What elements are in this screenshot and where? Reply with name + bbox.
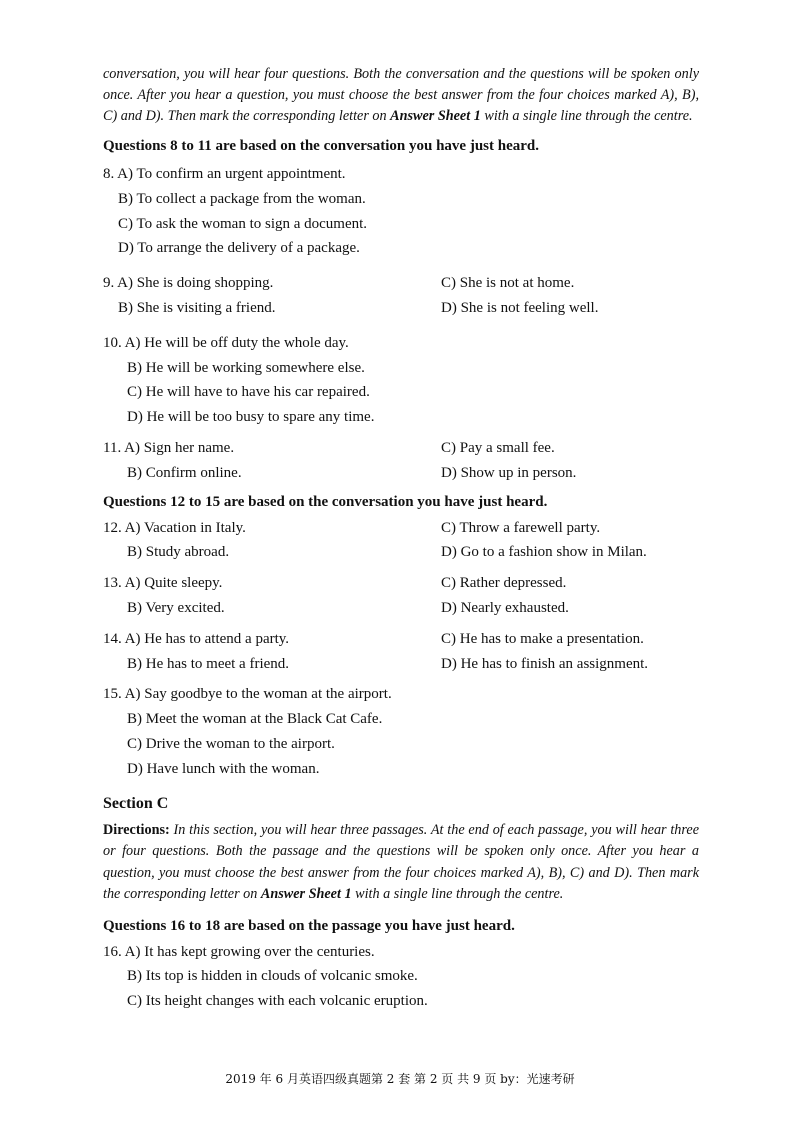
option-9d: D) She is not feeling well. bbox=[441, 299, 599, 316]
option-12b: B) Study abroad. bbox=[127, 544, 230, 561]
option-15c: C) Drive the woman to the airport. bbox=[127, 735, 335, 752]
option-14d: D) He has to finish an assignment. bbox=[441, 655, 649, 672]
option-12d: D) Go to a fashion show in Milan. bbox=[441, 544, 647, 561]
group-heading-12-15: Questions 12 to 15 are based on the conversation you have just heard. bbox=[103, 493, 548, 510]
question-12 bbox=[103, 516, 699, 566]
option-16b: B) Its top is hidden in clouds of volcanic smoke. bbox=[127, 968, 418, 985]
option-12a: 12. A) Vacation in Italy. bbox=[103, 519, 246, 536]
question-10 bbox=[103, 331, 699, 430]
option-11a: 11. A) Sign her name. bbox=[103, 439, 235, 456]
option-12c: C) Throw a farewell party. bbox=[441, 519, 601, 536]
section-c-title: Section C bbox=[103, 794, 169, 812]
option-14a: 14. A) He has to attend a party. bbox=[103, 630, 290, 647]
answer-sheet-ref-c: Answer Sheet 1 bbox=[260, 886, 352, 903]
option-10a: 10. A) He will be off duty the whole day. bbox=[103, 334, 349, 351]
intro-text: conversation, you will hear four questions. Both the conversation and the questions will be spoken only once. After you hear a question, you must choose the best answer from the four choices marked A), B), C) and D). Then mark the corresponding letter on bbox=[103, 66, 699, 124]
group-heading-8-11: Questions 8 to 11 are based on the conversation you have just heard. bbox=[103, 138, 539, 154]
option-15a: 15. A) Say goodbye to the woman at the airport. bbox=[103, 686, 392, 703]
option-14b: B) He has to meet a friend. bbox=[127, 655, 290, 672]
option-16c: C) Its height changes with each volcanic eruption. bbox=[127, 993, 428, 1010]
option-8c: C) To ask the woman to sign a document. bbox=[118, 215, 368, 232]
option-8d: D) To arrange the delivery of a package. bbox=[118, 240, 360, 257]
section-b-directions-continued bbox=[103, 64, 699, 127]
question-11 bbox=[103, 436, 699, 486]
question-14 bbox=[103, 627, 699, 677]
option-9a: 9. A) She is doing shopping. bbox=[103, 275, 274, 292]
option-10c: C) He will have to have his car repaired. bbox=[127, 384, 370, 401]
option-16a: 16. A) It has kept growing over the centuries. bbox=[103, 943, 375, 960]
directions-label: Directions: bbox=[103, 821, 170, 838]
question-8 bbox=[103, 162, 699, 261]
option-15b: B) Meet the woman at the Black Cat Cafe. bbox=[127, 711, 383, 728]
question-16 bbox=[103, 940, 699, 1014]
option-13a: 13. A) Quite sleepy. bbox=[103, 575, 223, 592]
option-11b: B) Confirm online. bbox=[127, 464, 242, 481]
option-9b: B) She is visiting a friend. bbox=[118, 299, 276, 316]
group-heading-16-18: Questions 16 to 18 are based on the passage you have just heard. bbox=[103, 917, 515, 934]
page-footer: 2019 年 6 月英语四级真题第 2 套 第 2 页 共 9 页 by：光速考研 bbox=[225, 1072, 575, 1086]
option-13b: B) Very excited. bbox=[127, 599, 225, 616]
question-13 bbox=[103, 571, 699, 621]
answer-sheet-ref: Answer Sheet 1 bbox=[390, 108, 481, 124]
option-14c: C) He has to make a presentation. bbox=[441, 630, 644, 647]
option-10d: D) He will be too busy to spare any time. bbox=[127, 409, 375, 426]
option-13c: C) Rather depressed. bbox=[441, 575, 567, 592]
option-15d: D) Have lunch with the woman. bbox=[127, 760, 320, 777]
question-15 bbox=[103, 682, 699, 781]
option-10b: B) He will be working somewhere else. bbox=[127, 359, 365, 376]
option-8a: 8. A) To confirm an urgent appointment. bbox=[103, 166, 346, 182]
option-9c: C) She is not at home. bbox=[441, 275, 575, 292]
directions-text: In this section, you will hear three passages. At the end of each passage, you will hear three or four questions. Both the passage and the questions will be spoken only once. After you hear a question, you must choose the best answer from the four choices marked A), B), C) and D). Then mark the corresponding letter on bbox=[103, 821, 699, 903]
section-c-directions bbox=[103, 820, 699, 906]
option-11d: D) Show up in person. bbox=[441, 464, 577, 481]
exam-page bbox=[103, 64, 699, 1014]
option-13d: D) Nearly exhausted. bbox=[441, 599, 569, 616]
directions-text-end: with a single line through the centre. bbox=[351, 886, 564, 903]
option-11c: C) Pay a small fee. bbox=[441, 439, 555, 456]
question-9 bbox=[103, 271, 699, 321]
intro-text-end: with a single line through the centre. bbox=[480, 108, 693, 124]
option-8b: B) To collect a package from the woman. bbox=[118, 190, 366, 207]
